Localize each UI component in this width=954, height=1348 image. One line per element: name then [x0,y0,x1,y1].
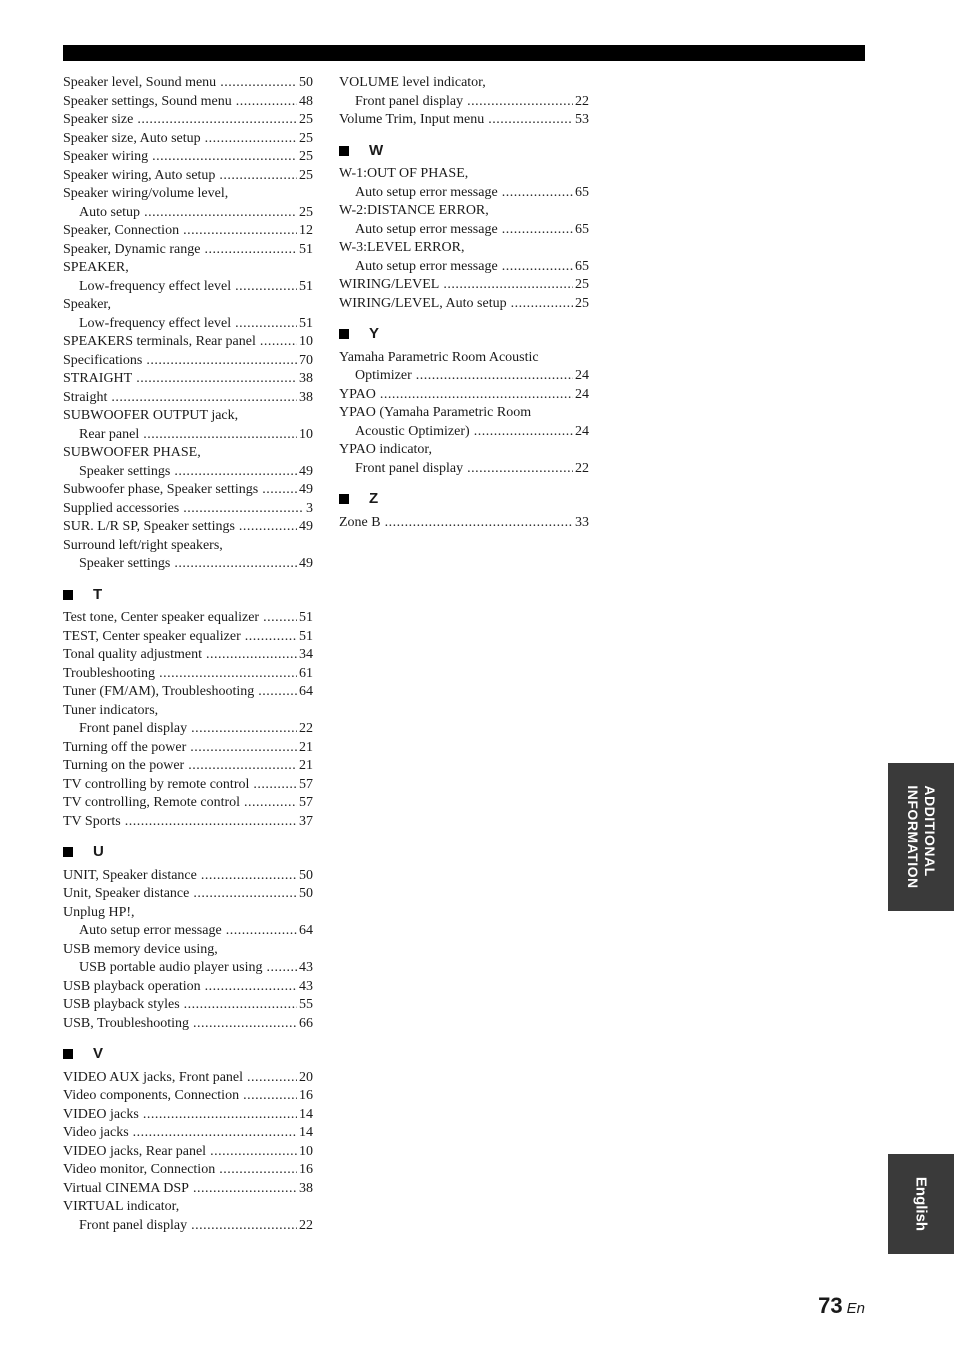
dot-leader [260,333,297,352]
index-entry-label: Speaker, Connection [63,223,180,238]
index-entry-label: Speaker size [63,112,134,127]
index-entry-label: Speaker, Dynamic range [63,241,201,257]
index-entry[interactable] [63,481,313,500]
index-entry-label: Optimizer [355,368,412,383]
index-entry-page: 25 [299,112,313,127]
index-entry-page: 51 [299,315,313,331]
index-entry[interactable] [63,885,313,904]
dot-leader [220,74,297,93]
dot-leader [205,978,297,997]
dot-leader [502,184,573,203]
index-entry-label: Acoustic Optimizer) [355,423,470,439]
index-entry-page: 50 [299,886,313,901]
index-entry[interactable] [63,1217,313,1236]
index-entry-label: Front panel display [355,93,464,109]
dot-leader [152,148,297,167]
page-language-code: En [846,1300,865,1317]
index-entry[interactable] [63,222,313,241]
index-section-header [63,843,313,862]
index-entry-page: 3 [306,500,313,516]
index-entry-label: Test tone, Center speaker equalizer [63,610,260,625]
index-entry-label: STRAIGHT [63,371,133,386]
index-entry-page: 24 [575,386,589,402]
index-entry-page: 21 [299,739,313,755]
dot-leader [247,1069,297,1088]
index-entry[interactable] [63,167,313,186]
dot-leader [262,481,297,500]
index-entry-label: Speaker size, Auto setup [63,130,201,146]
index-entry[interactable] [63,720,313,739]
dot-leader [111,389,297,408]
dot-leader [263,609,297,628]
dot-leader [174,555,297,574]
index-entry-page: 51 [299,278,313,294]
index-entry-page: 55 [299,997,313,1012]
index-entry-page: 22 [575,460,589,476]
dot-leader [443,276,573,295]
index-entry[interactable] [63,922,313,941]
index-entry-page: 43 [299,960,313,975]
index-entry-label: VIDEO jacks [63,1106,139,1122]
dot-leader [511,295,573,314]
index-entry-label: Zone B [339,514,381,530]
index-entry[interactable] [63,278,313,297]
dot-leader [201,867,297,886]
index-entry-label: Low-frequency effect level [79,315,232,331]
index-entry-heading: Tuner indicators, [63,702,159,718]
index-entry[interactable] [339,184,589,203]
index-entry-label: TEST, Center speaker equalizer [63,628,241,644]
index-entry-label: Speaker level, Sound menu [63,75,217,90]
index-entry[interactable] [63,333,313,352]
index-entry-label: Speaker wiring, Auto setup [63,167,216,183]
dot-leader [243,1087,297,1106]
index-entry[interactable] [63,1106,313,1125]
index-entry-page: 38 [299,389,313,405]
dot-leader [488,111,573,130]
page-number-value: 73 [818,1293,843,1318]
dot-leader [184,996,297,1015]
index-entry[interactable] [63,389,313,408]
dot-leader [206,646,297,665]
index-entry[interactable] [63,315,313,334]
index-entry-heading: Unplug HP!, [63,904,135,920]
index-entry-page: 10 [299,1143,313,1159]
dot-leader [219,1161,297,1180]
index-entry[interactable] [339,258,589,277]
index-entry-label: Straight [63,389,108,405]
index-entry[interactable] [339,276,589,295]
index-entry-label: Speaker settings [79,556,171,571]
index-entry[interactable] [339,514,589,533]
index-entry-page: 22 [299,721,313,736]
dot-leader [235,278,297,297]
index-entry-page: 65 [575,258,589,274]
index-entry[interactable] [63,978,313,997]
index-entry-label: Troubleshooting [63,665,156,681]
index-entry[interactable] [339,221,589,240]
section-tab-additional-information[interactable] [888,763,954,911]
index-entry-label: SPEAKERS terminals, Rear panel [63,334,256,349]
index-entry[interactable] [339,111,589,130]
index-entry-label: USB playback styles [63,997,180,1012]
dot-leader [188,757,297,776]
index-entry-label: Speaker settings [79,463,171,479]
index-entry-page: 49 [299,519,313,534]
section-letter: W [369,141,384,159]
index-entry-label: UNIT, Speaker distance [63,867,197,883]
index-entry-page: 14 [299,1125,313,1140]
dot-leader [136,370,297,389]
index-entry-label: Unit, Speaker distance [63,886,190,901]
index-entry-page: 66 [299,1015,313,1031]
dot-leader [144,204,297,223]
index-entry-heading: USB memory device using, [63,941,218,957]
index-entry-label: USB portable audio player using [79,960,263,975]
dot-leader [159,665,297,684]
language-tab[interactable] [888,1154,954,1254]
index-entry-label: Auto setup [79,204,141,220]
index-entry-page: 51 [299,610,313,625]
index-entry-heading: VIRTUAL indicator, [63,1199,180,1214]
dot-leader [245,628,297,647]
index-entry-page: 25 [575,277,589,292]
index-entry-page: 22 [575,93,589,109]
index-section-header [339,325,589,344]
dot-leader [385,514,573,533]
page-number [818,1293,865,1319]
index-entry-label: Front panel display [355,460,464,476]
index-entry[interactable] [63,93,313,112]
dot-leader [191,1217,297,1236]
dot-leader [183,222,297,241]
index-entry-label: USB playback operation [63,978,201,994]
index-entry-label: Specifications [63,352,143,368]
dot-leader [174,463,297,482]
index-entry-label: Video jacks [63,1125,129,1140]
index-entry[interactable] [63,996,313,1015]
index-entry-page: 49 [299,556,313,571]
index-entry[interactable] [63,370,313,389]
dot-leader [193,1180,297,1199]
index-entry-label: Low-frequency effect level [79,278,232,294]
index-entry-heading: YPAO indicator, [339,442,433,457]
section-letter: T [93,585,103,603]
index-section-header [339,142,589,161]
index-entry[interactable] [63,628,313,647]
dot-leader [474,423,573,442]
index-entry[interactable] [63,1180,313,1199]
section-letter: Y [369,325,380,342]
index-entry-label: YPAO [339,386,376,402]
index-entry-label: Virtual CINEMA DSP [63,1180,189,1196]
index-entry-label: Front panel display [79,1217,188,1233]
index-entry-heading: Yamaha Parametric Room Acoustic [339,349,539,365]
header-bar [63,45,865,61]
dot-leader [258,683,297,702]
index-entry-label: Tonal quality adjustment [63,647,202,662]
index-entry[interactable] [63,739,313,758]
index-entry-label: Turning off the power [63,739,187,755]
index-entry[interactable] [63,683,313,702]
dot-leader [226,922,297,941]
index-entry[interactable] [63,665,313,684]
index-entry-page: 49 [299,482,313,497]
index-entry-label: Auto setup error message [355,258,498,274]
dot-leader [467,93,573,112]
index-entry-page: 64 [299,684,313,699]
index-entry-label: WIRING/LEVEL, Auto setup [339,295,507,311]
index-entry-page: 49 [299,463,313,479]
index-entry-heading: Speaker, [63,297,112,312]
index-entry[interactable] [63,1143,313,1162]
index-entry-page: 16 [299,1088,313,1103]
index-entry-page: 10 [299,334,313,349]
index-entry-label: Front panel display [79,721,188,736]
dot-leader [193,1015,297,1034]
index-entry-label: Subwoofer phase, Speaker settings [63,482,259,497]
index-entry-label: TV Sports [63,813,121,829]
index-entry[interactable] [339,295,589,314]
index-entry-page: 65 [575,221,589,237]
index-entry-heading: Speaker wiring/volume level, [63,186,229,201]
index-entry-page: 12 [299,223,313,238]
index-entry-page: 51 [299,241,313,257]
dot-leader [183,500,304,519]
index-entry-page: 50 [299,867,313,883]
index-entry[interactable] [63,959,313,978]
index-entry-page: 64 [299,923,313,938]
index-entry-label: VIDEO AUX jacks, Front panel [63,1069,244,1085]
index-entry-page: 25 [299,130,313,146]
dot-leader [244,794,297,813]
index-entry[interactable] [63,609,313,628]
index-entry[interactable] [63,867,313,886]
index-entry[interactable] [63,776,313,795]
index-entry-label: Auto setup error message [79,923,222,938]
index-entry-heading: YPAO (Yamaha Parametric Room [339,405,532,420]
index-entry[interactable] [63,500,313,519]
index-entry-heading: SPEAKER, [63,260,129,275]
dot-leader [143,426,297,445]
dot-leader [193,885,297,904]
index-entry-label: WIRING/LEVEL [339,277,440,292]
square-bullet-icon [339,329,349,339]
square-bullet-icon [63,847,73,857]
index-entry-label: TV controlling by remote control [63,776,250,792]
index-column-right [339,74,589,532]
index-entry[interactable] [63,813,313,832]
index-entry[interactable] [63,241,313,260]
index-entry[interactable] [63,204,313,223]
index-entry-page: 38 [299,371,313,386]
dot-leader [204,241,297,260]
index-entry[interactable] [63,1161,313,1180]
index-entry[interactable] [63,794,313,813]
index-entry-heading: SUBWOOFER PHASE, [63,445,201,460]
section-letter: V [93,1045,104,1062]
dot-leader [235,315,297,334]
index-entry[interactable] [63,148,313,167]
dot-leader [380,386,573,405]
index-entry-label: Speaker wiring [63,149,149,164]
index-entry-page: 25 [299,167,313,183]
index-entry-heading: W-2:DISTANCE ERROR, [339,203,489,218]
index-entry-page: 37 [299,813,313,829]
square-bullet-icon [339,146,349,156]
index-entry[interactable] [63,757,313,776]
dot-leader [467,460,573,479]
index-entry-heading: W-1:OUT OF PHASE, [339,166,469,181]
index-entry-page: 65 [575,184,589,200]
dot-leader [146,352,297,371]
dot-leader [205,130,297,149]
square-bullet-icon [63,590,73,600]
index-entry-page: 50 [299,75,313,90]
index-entry[interactable] [339,386,589,405]
square-bullet-icon [63,1049,73,1059]
dot-leader [125,813,297,832]
index-entry-page: 25 [299,204,313,220]
dot-leader [239,518,297,537]
index-entry-heading: SUBWOOFER OUTPUT jack, [63,408,239,423]
index-entry-page: 48 [299,93,313,109]
index-entry-label: SUR. L/R SP, Speaker settings [63,519,235,534]
index-entry-heading: Surround left/right speakers, [63,537,223,553]
index-entry-page: 57 [299,776,313,792]
index-entry-page: 25 [299,149,313,164]
dot-leader [267,959,297,978]
index-entry-label: Speaker settings, Sound menu [63,93,232,109]
dot-leader [416,367,573,386]
index-entry-label: Tuner (FM/AM), Troubleshooting [63,684,255,699]
index-entry[interactable] [339,460,589,479]
index-entry-page: 22 [299,1217,313,1233]
section-letter: Z [369,490,379,507]
index-entry[interactable] [63,426,313,445]
dot-leader [210,1143,297,1162]
index-entry[interactable] [63,74,313,93]
dot-leader [502,221,573,240]
index-entry-heading: W-3:LEVEL ERROR, [339,240,465,255]
index-entry-page: 53 [575,112,589,127]
dot-leader [191,720,297,739]
index-section-header [63,586,313,605]
index-entry[interactable] [63,1069,313,1088]
index-entry-page: 16 [299,1162,313,1177]
index-entry[interactable] [63,352,313,371]
index-entry[interactable] [63,1087,313,1106]
dot-leader [143,1106,297,1125]
section-tab-line2: INFORMATION [905,785,921,889]
index-entry-page: 61 [299,665,313,681]
index-entry-page: 34 [299,647,313,662]
index-entry-label: Volume Trim, Input menu [339,112,485,127]
index-entry[interactable] [63,1124,313,1143]
dot-leader [219,167,297,186]
section-letter: U [93,843,104,860]
dot-leader [137,111,297,130]
index-entry-page: 70 [299,352,313,368]
index-entry-page: 14 [299,1106,313,1122]
index-entry-label: USB, Troubleshooting [63,1015,190,1031]
index-entry-page: 43 [299,978,313,994]
index-entry[interactable] [63,646,313,665]
index-entry[interactable] [63,111,313,130]
index-section-header [63,1045,313,1064]
index-entry-page: 20 [299,1069,313,1085]
index-entry[interactable] [63,463,313,482]
index-entry-page: 21 [299,758,313,773]
index-entry-label: VIDEO jacks, Rear panel [63,1143,207,1159]
index-entry-label: Supplied accessories [63,500,180,516]
index-entry-heading: VOLUME level indicator, [339,75,486,90]
index-entry-page: 10 [299,426,313,442]
index-entry[interactable] [63,1015,313,1034]
index-entry-label: TV controlling, Remote control [63,795,241,810]
index-entry-label: Rear panel [79,426,140,442]
index-entry-label: Auto setup error message [355,184,498,200]
index-entry[interactable] [339,367,589,386]
index-entry-page: 51 [299,628,313,644]
index-entry[interactable] [63,518,313,537]
index-entry-page: 24 [575,423,589,439]
square-bullet-icon [339,494,349,504]
index-entry-label: Auto setup error message [355,221,498,237]
index-section-header [339,490,589,509]
section-tab-line1: ADDITIONAL [922,785,938,877]
dot-leader [253,776,297,795]
index-column-left [63,74,313,1235]
language-tab-label: English [912,1176,930,1232]
dot-leader [190,739,297,758]
index-entry-label: Video monitor, Connection [63,1162,216,1177]
index-entry[interactable] [63,555,313,574]
index-entry-page: 57 [299,795,313,810]
index-entry-page: 25 [575,295,589,311]
dot-leader [502,258,573,277]
index-entry-page: 33 [575,514,589,530]
index-entry-page: 24 [575,368,589,383]
dot-leader [133,1124,297,1143]
dot-leader [236,93,297,112]
index-entry[interactable] [339,93,589,112]
index-entry-label: Turning on the power [63,758,185,773]
index-entry[interactable] [63,130,313,149]
index-entry-label: Video components, Connection [63,1088,240,1103]
index-entry-page: 38 [299,1180,313,1196]
index-entry[interactable] [339,423,589,442]
